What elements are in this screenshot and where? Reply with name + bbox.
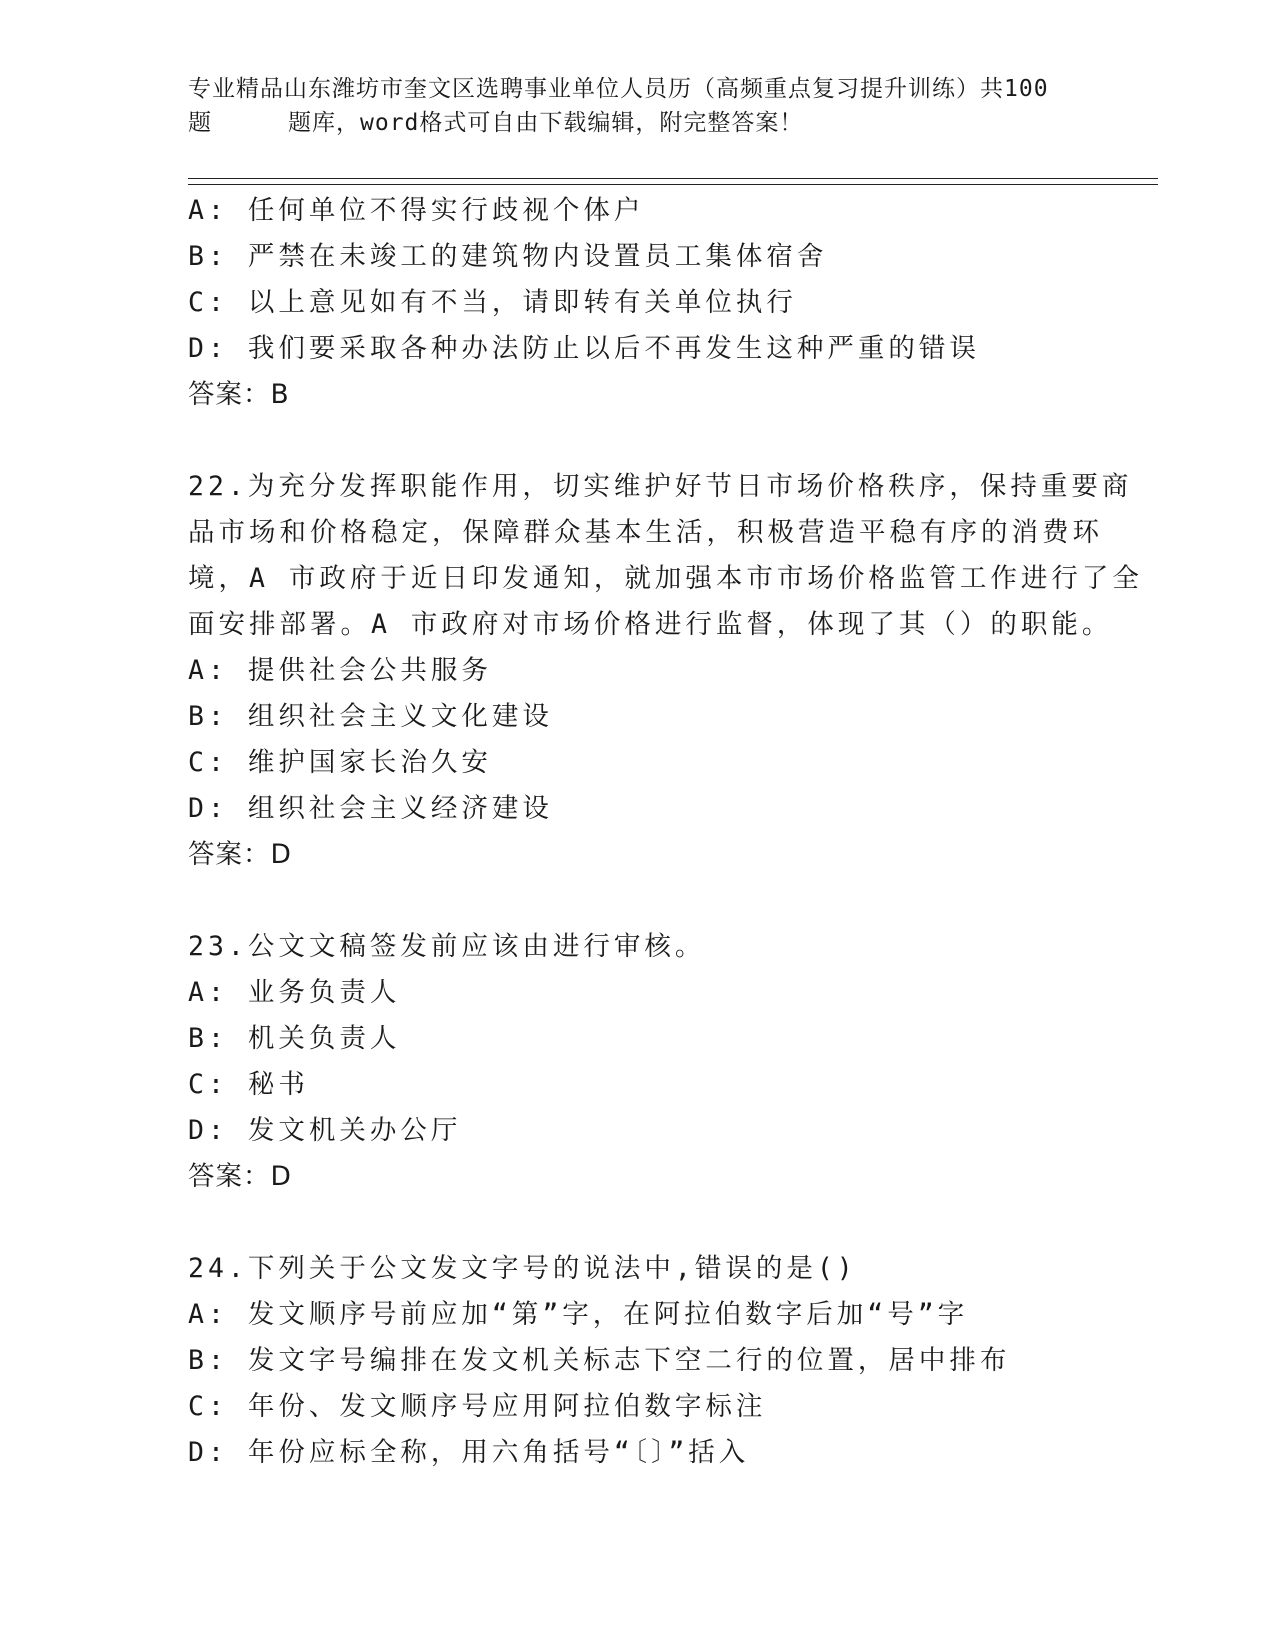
q24-stem: 24.下列关于公文发文字号的说法中,错误的是() — [188, 1253, 857, 1284]
q23-stem: 23.公文文稿签发前应该由进行审核。 — [188, 931, 706, 962]
question-24-block — [188, 1246, 1088, 1476]
question-23-block — [188, 924, 1088, 1200]
header-subtitle-lead: 题 — [188, 110, 212, 136]
q21-option-a: A: 任何单位不得实行歧视个体户 — [188, 195, 645, 226]
q22-stem-line-1: 22.为充分发挥职能作用，切实维护好节日市场价格秩序，保持重要商 — [188, 471, 1133, 502]
spacer — [188, 418, 1088, 464]
question-21-block — [188, 188, 1088, 418]
header-subtitle-row — [188, 106, 1088, 140]
q22-stem-line-4: 面安排部署。A 市政府对市场价格进行监督，体现了其（）的职能。 — [188, 609, 1113, 640]
q22-option-a: A: 提供社会公共服务 — [188, 655, 492, 686]
document-header — [188, 72, 1088, 140]
spacer — [188, 878, 1088, 924]
q21-option-c: C: 以上意见如有不当，请即转有关单位执行 — [188, 287, 797, 318]
q24-option-c: C: 年份、发文顺序号应用阿拉伯数字标注 — [188, 1391, 767, 1422]
question-22-block — [188, 464, 1143, 878]
q22-option-b: B: 组织社会主义文化建设 — [188, 701, 553, 732]
question-content — [188, 188, 1143, 1476]
q22-option-c: C: 维护国家长治久安 — [188, 747, 492, 778]
q21-option-d: D: 我们要采取各种办法防止以后不再发生这种严重的错误 — [188, 333, 980, 364]
q21-option-b: B: 严禁在未竣工的建筑物内设置员工集体宿舍 — [188, 241, 828, 272]
q22-answer: 答案：D — [188, 839, 292, 870]
q21-answer: 答案：B — [188, 379, 290, 410]
q24-option-a: A: 发文顺序号前应加“第”字，在阿拉伯数字后加“号”字 — [188, 1299, 969, 1330]
header-title-line: 专业精品山东潍坊市奎文区选聘事业单位人员历（高频重点复习提升训练）共100 — [188, 76, 1049, 102]
q23-option-c: C: 秘书 — [188, 1069, 309, 1100]
q23-answer: 答案：D — [188, 1161, 292, 1192]
q22-stem-line-3: 境，A 市政府于近日印发通知，就加强本市市场价格监管工作进行了全 — [188, 563, 1143, 594]
q22-stem-line-2: 品市场和价格稳定，保障群众基本生活，积极营造平稳有序的消费环 — [188, 517, 1103, 548]
q23-option-b: B: 机关负责人 — [188, 1023, 401, 1054]
spacer — [188, 1200, 1088, 1246]
q24-option-b: B: 发文字号编排在发文机关标志下空二行的位置，居中排布 — [188, 1345, 1011, 1376]
q22-option-d: D: 组织社会主义经济建设 — [188, 793, 553, 824]
header-subtitle-text: 题库，word格式可自由下载编辑，附完整答案！ — [288, 110, 804, 136]
q23-option-a: A: 业务负责人 — [188, 977, 401, 1008]
header-divider-bottom — [188, 184, 1158, 185]
q24-option-d: D: 年份应标全称，用六角括号“〔〕”括入 — [188, 1437, 750, 1468]
header-divider-top — [188, 178, 1158, 179]
q23-option-d: D: 发文机关办公厅 — [188, 1115, 462, 1146]
